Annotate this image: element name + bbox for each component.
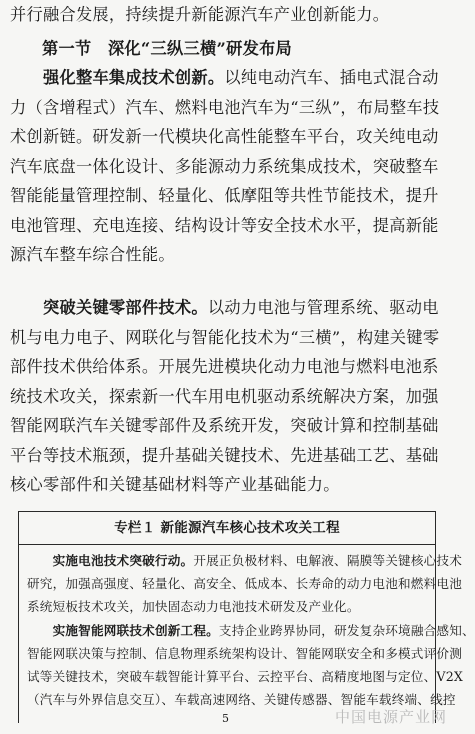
text-line xyxy=(10,63,442,93)
paragraph-lead: 突破关键零部件技术。 xyxy=(42,298,208,317)
box-body xyxy=(19,545,475,711)
text-line: 部件技术供给体系。开展先进模块化动力电池与燃料电池系 xyxy=(10,357,439,376)
paragraph-key-components xyxy=(10,293,442,500)
section-title: 第一节 深化“三纵三横”研发布局 xyxy=(42,39,293,58)
text-line: 智能能量管理控制、轻量化、低摩阻等共性节能技术，提升 xyxy=(10,186,439,205)
text-line: 机与电力电子、网联化与智能化技术为“三横”，构建关键零 xyxy=(10,327,440,347)
text-line: 术创新链。研发新一代模块化高性能整车平台，攻关纯电动 xyxy=(10,127,439,146)
paragraph-lead: 强化整车集成技术创新。 xyxy=(42,68,225,87)
text-line: 电池管理、充电连接、结构设计等安全技术水平，提高新能 xyxy=(10,215,439,235)
text-line: 平台等技术瓶颈，提升基础关键技术、先进基础工艺、基础 xyxy=(10,445,439,465)
paragraph-vehicle-integration xyxy=(10,63,442,270)
special-column-box xyxy=(18,511,475,723)
text-fragment: 以动力电池与管理系统、驱动电 xyxy=(207,298,439,317)
box-item-lead: 实施智能网联技术创新工程。 xyxy=(52,622,219,638)
page-number: 5 xyxy=(222,712,229,725)
text-line: 试等关键技术，突破车载智能计算平台、云控平台、高精度地图与定位、V2X xyxy=(27,669,464,685)
text-line: （汽车与外界信息交互）、车载高速网络、关键传感器、智能车载终端、线控 xyxy=(27,692,456,708)
text-line: 智能网联决策与控制、信息物理系统架构设计、智能网联安全和多模式评价测 xyxy=(27,645,462,661)
text-line xyxy=(10,293,442,323)
text-line: 研究，加强高强度、轻量化、高安全、低成本、长寿命的动力电池和燃料电池 xyxy=(27,576,462,592)
box-title: 专栏１ 新能源汽车核心技术攻关工程 xyxy=(19,512,435,545)
text-line: 并行融合发展，持续提升新能源汽车产业创新能力。 xyxy=(10,5,390,24)
watermark: 中国电源产业网 xyxy=(334,708,447,726)
text-line xyxy=(27,549,462,572)
text-line: 源汽车整车综合性能。 xyxy=(10,245,175,264)
text-fragment: 以纯电动汽车、插电式混合动 xyxy=(224,68,439,87)
text-fragment: 支持企业跨界协同，研发复杂环境融合感知、 xyxy=(218,622,475,638)
top-line xyxy=(10,0,442,30)
text-fragment: 开展正负极材料、电解液、隔膜等关键核心技术 xyxy=(193,553,462,568)
text-line: 智能网联汽车关键零部件及系统开发，突破计算和控制基础 xyxy=(10,416,439,435)
text-line: 汽车底盘一体化设计、多能源动力系统集成技术，突破整车 xyxy=(10,156,439,176)
text-line: 力（含增程式）汽车、燃料电池汽车为“三纵”，布局整车技 xyxy=(10,97,440,117)
box-item-lead: 实施电池技术突破行动。 xyxy=(52,553,194,568)
text-line: 核心零部件和关键基础材料等产业基础能力。 xyxy=(10,475,340,494)
text-line: 统技术攻关，探索新一代车用电机驱动系统解决方案，加强 xyxy=(10,386,439,406)
text-line: 系统短板技术攻关，加快固态动力电池技术研发及产业化。 xyxy=(27,599,360,615)
text-line xyxy=(27,619,475,642)
